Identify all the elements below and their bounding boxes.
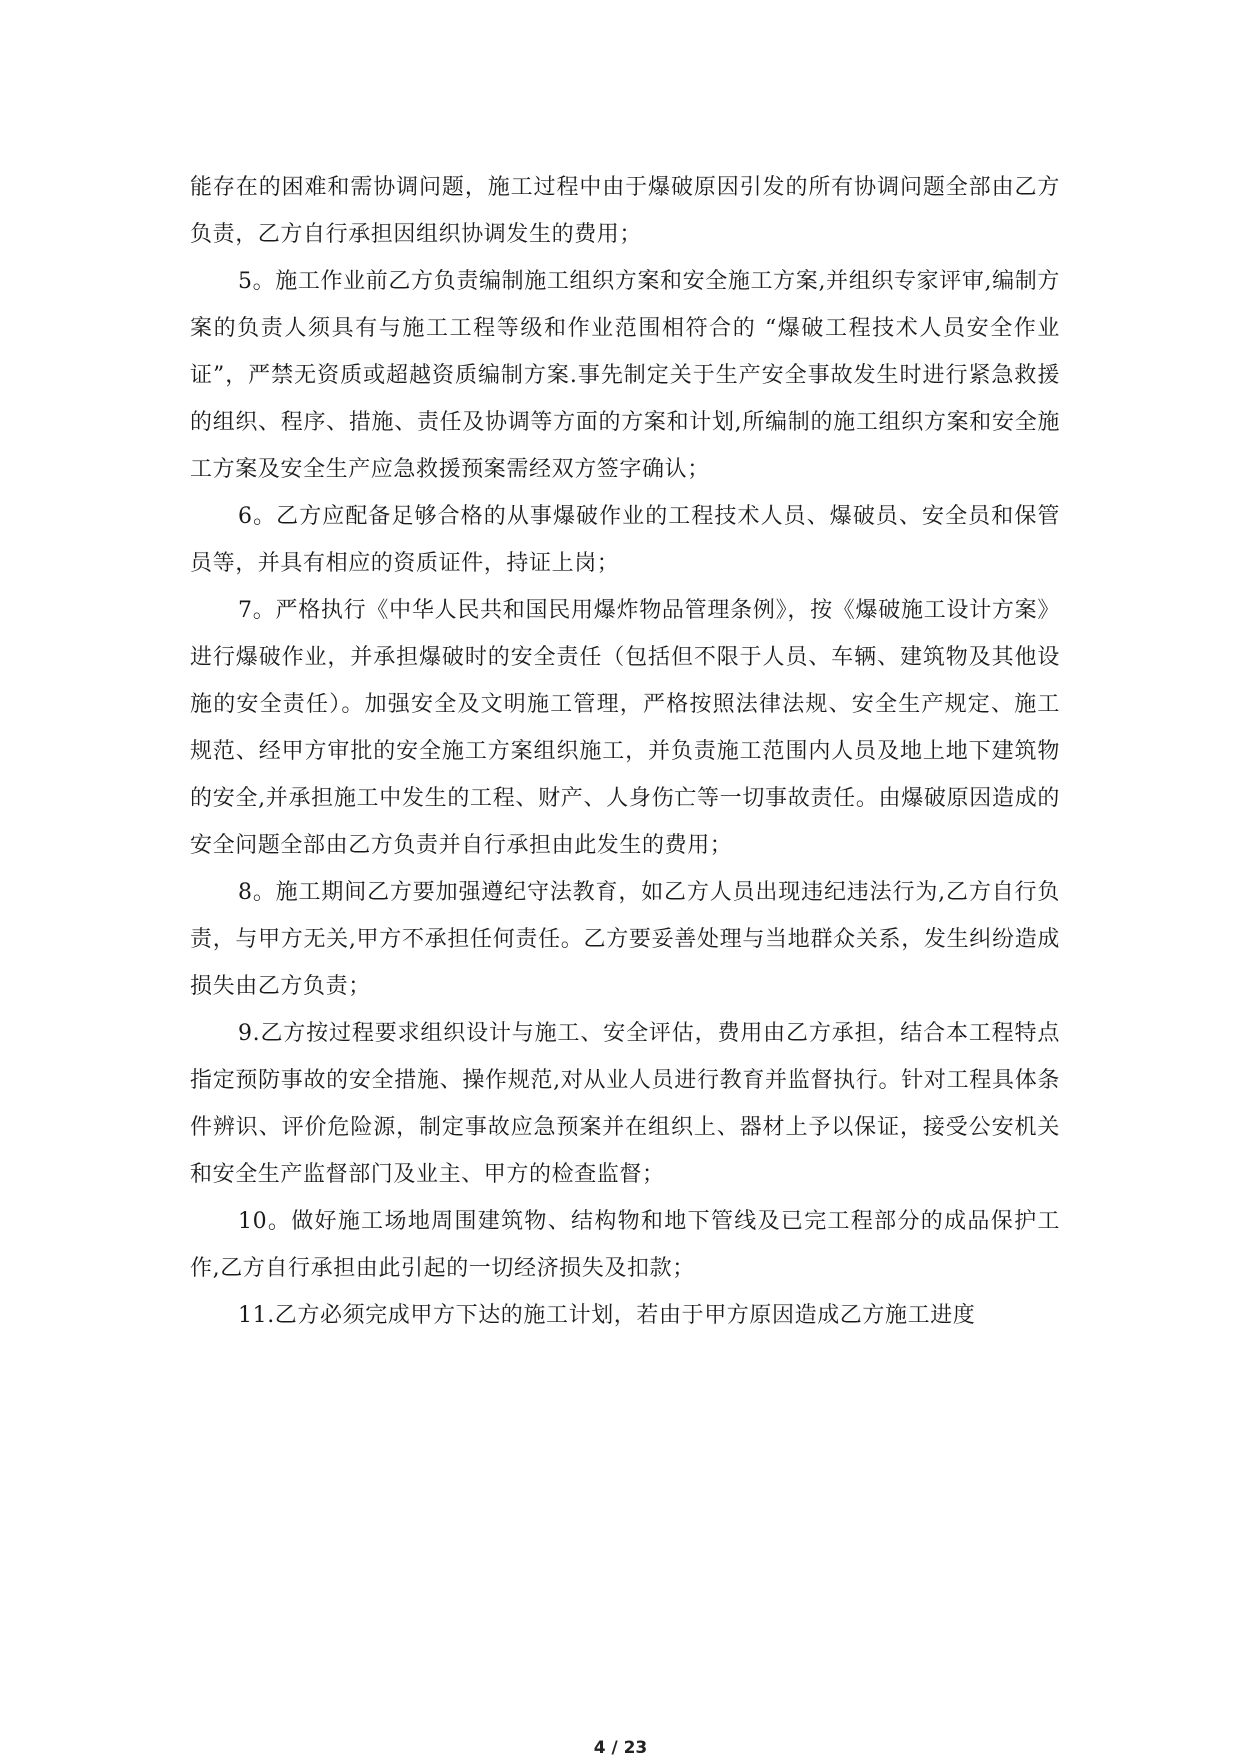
paragraph-continuation: 能存在的困难和需协调问题，施工过程中由于爆破原因引发的所有协调问题全部由乙方负责，乙方自行承担因组织协调发生的费用；: [190, 175, 1060, 247]
paragraph-item-9: 9.乙方按过程要求组织设计与施工、安全评估，费用由乙方承担，结合本工程特点指定预防事故的安全措施、操作规范,对从业人员进行教育并监督执行。针对工程具体条件辨识、评价危险源，制定事故应急预案并在组织上、器材上予以保证，接受公安机关和安全生产监督部门及业主、甲方的检查监督；: [190, 1021, 1060, 1187]
document-body: [190, 164, 1060, 1339]
paragraph-item-6: 6。乙方应配备足够合格的从事爆破作业的工程技术人员、爆破员、安全员和保管员等，并具有相应的资质证件，持证上岗；: [190, 504, 1060, 576]
paragraph-item-10: 10。做好施工场地周围建筑物、结构物和地下管线及已完工程部分的成品保护工作,乙方自行承担由此引起的一切经济损失及扣款；: [190, 1209, 1060, 1281]
paragraph-item-8: 8。施工期间乙方要加强遵纪守法教育，如乙方人员出现违纪违法行为,乙方自行负责，与甲方无关,甲方不承担任何责任。乙方要妥善处理与当地群众关系，发生纠纷造成损失由乙方负责；: [190, 880, 1060, 999]
page-number: 4 / 23: [593, 1738, 648, 1758]
paragraph-item-5: 5。施工作业前乙方负责编制施工组织方案和安全施工方案,并组织专家评审,编制方案的负责人须具有与施工工程等级和作业范围相符合的 “爆破工程技术人员安全作业证”，严禁无资质或超越资质编制方案.事先制定关于生产安全事故发生时进行紧急救援的组织、程序、措施、责任及协调等方面的方案和计划,所编制的施工组织方案和安全施工方案及安全生产应急救援预案需经双方签字确认；: [190, 269, 1060, 482]
paragraph-item-11: 11.乙方必须完成甲方下达的施工计划，若由于甲方原因造成乙方施工进度: [238, 1303, 976, 1328]
paragraph-item-7: 7。严格执行《中华人民共和国民用爆炸物品管理条例》，按《爆破施工设计方案》进行爆破作业，并承担爆破时的安全责任（包括但不限于人员、车辆、建筑物及其他设施的安全责任）。加强安全及文明施工管理，严格按照法律法规、安全生产规定、施工规范、经甲方审批的安全施工方案组织施工，并负责施工范围内人员及地上地下建筑物的安全,并承担施工中发生的工程、财产、人身伤亡等一切事故责任。由爆破原因造成的安全问题全部由乙方负责并自行承担由此发生的费用；: [190, 598, 1060, 858]
